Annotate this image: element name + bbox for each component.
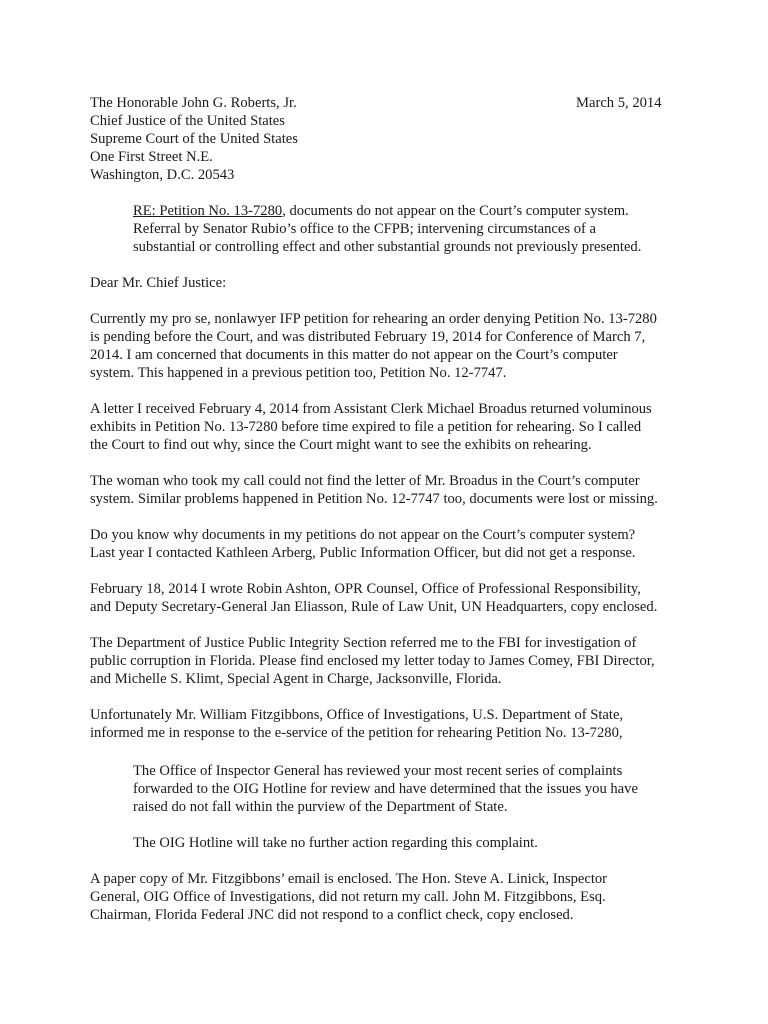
re-subject — [133, 202, 693, 256]
recipient-line: One First Street N.E. — [90, 149, 213, 165]
paragraph-line: exhibits in Petition No. 13-7280 before time expired to file a petition for rehearing. So I called — [90, 419, 642, 435]
paragraph-1 — [90, 310, 710, 382]
paragraph-line: General, OIG Office of Investigations, did not return my call. John M. Fitzgibbons, Esq. — [90, 889, 606, 905]
paragraph-line: The Department of Justice Public Integrity Section referred me to the FBI for investigation of — [90, 635, 637, 651]
salutation — [90, 274, 710, 292]
paragraph-5 — [90, 580, 710, 616]
paragraph-line: system. This happened in a previous petition too, Petition No. 12-7747. — [90, 365, 507, 381]
paragraph-line: public corruption in Florida. Please find enclosed my letter today to James Comey, FBI Director, — [90, 653, 655, 669]
paragraph-line: system. Similar problems happened in Petition No. 12-7747 too, documents were lost or missing. — [90, 491, 658, 507]
re-label: RE: Petition No. 13-7280 — [133, 203, 283, 219]
re-line: Referral by Senator Rubio’s office to the CFPB; intervening circumstances of a — [133, 221, 596, 237]
recipient-line: Washington, D.C. 20543 — [90, 167, 235, 183]
quote-line: The OIG Hotline will take no further action regarding this complaint. — [133, 835, 538, 851]
paragraph-7 — [90, 706, 710, 742]
paragraph-line: The woman who took my call could not find the letter of Mr. Broadus in the Court’s computer — [90, 473, 640, 489]
quote-line: The Office of Inspector General has reviewed your most recent series of complaints — [133, 763, 623, 779]
quote-line: forwarded to the OIG Hotline for review and have determined that the issues you have — [133, 781, 638, 797]
paragraph-line: Chairman, Florida Federal JNC did not respond to a conflict check, copy enclosed. — [90, 907, 574, 923]
re-line — [133, 202, 693, 220]
paragraph-line: and Deputy Secretary-General Jan Eliasson, Rule of Law Unit, UN Headquarters, copy enclosed. — [90, 599, 658, 615]
paragraph-6 — [90, 634, 710, 688]
recipient-line: Chief Justice of the United States — [90, 113, 285, 129]
paragraph-line: Unfortunately Mr. William Fitzgibbons, Office of Investigations, U.S. Department of State, — [90, 707, 624, 723]
paragraph-3 — [90, 472, 710, 508]
paragraph-line: A letter I received February 4, 2014 from Assistant Clerk Michael Broadus returned voluminous — [90, 401, 652, 417]
paragraph-line: Last year I contacted Kathleen Arberg, Public Information Officer, but did not get a response. — [90, 545, 636, 561]
letter-date: March 5, 2014 — [576, 95, 662, 111]
salutation-text: Dear Mr. Chief Justice: — [90, 275, 227, 291]
paragraph-4 — [90, 526, 710, 562]
paragraph-line: and Michelle S. Klimt, Special Agent in Charge, Jacksonville, Florida. — [90, 671, 502, 687]
block-quote-2 — [133, 834, 693, 852]
paragraph-line: 2014. I am concerned that documents in this matter do not appear on the Court’s computer — [90, 347, 618, 363]
paragraph-line: Currently my pro se, nonlawyer IFP petition for rehearing an order denying Petition No. 13-7280 — [90, 311, 657, 327]
re-line-rest: , documents do not appear on the Court’s computer system. — [282, 203, 629, 219]
paragraph-line: informed me in response to the e-service of the petition for rehearing Petition No. 13-7280, — [90, 725, 623, 741]
paragraph-line: Do you know why documents in my petitions do not appear on the Court’s computer system? — [90, 527, 636, 543]
quote-line: raised do not fall within the purview of the Department of State. — [133, 799, 508, 815]
block-quote-1 — [133, 762, 693, 816]
paragraph-line: February 18, 2014 I wrote Robin Ashton, OPR Counsel, Office of Professional Responsibility, — [90, 581, 641, 597]
paragraph-line: the Court to find out why, since the Court might want to see the exhibits on rehearing. — [90, 437, 592, 453]
paragraph-line: is pending before the Court, and was distributed February 19, 2014 for Conference of March 7, — [90, 329, 646, 345]
paragraph-2 — [90, 400, 710, 454]
re-line: substantial or controlling effect and other substantial grounds not previously presented. — [133, 239, 642, 255]
closing-paragraph — [90, 870, 710, 924]
recipient-line: The Honorable John G. Roberts, Jr. — [90, 95, 297, 111]
recipient-line: Supreme Court of the United States — [90, 131, 298, 147]
paragraph-line: A paper copy of Mr. Fitzgibbons’ email is enclosed. The Hon. Steve A. Linick, Inspector — [90, 871, 608, 887]
